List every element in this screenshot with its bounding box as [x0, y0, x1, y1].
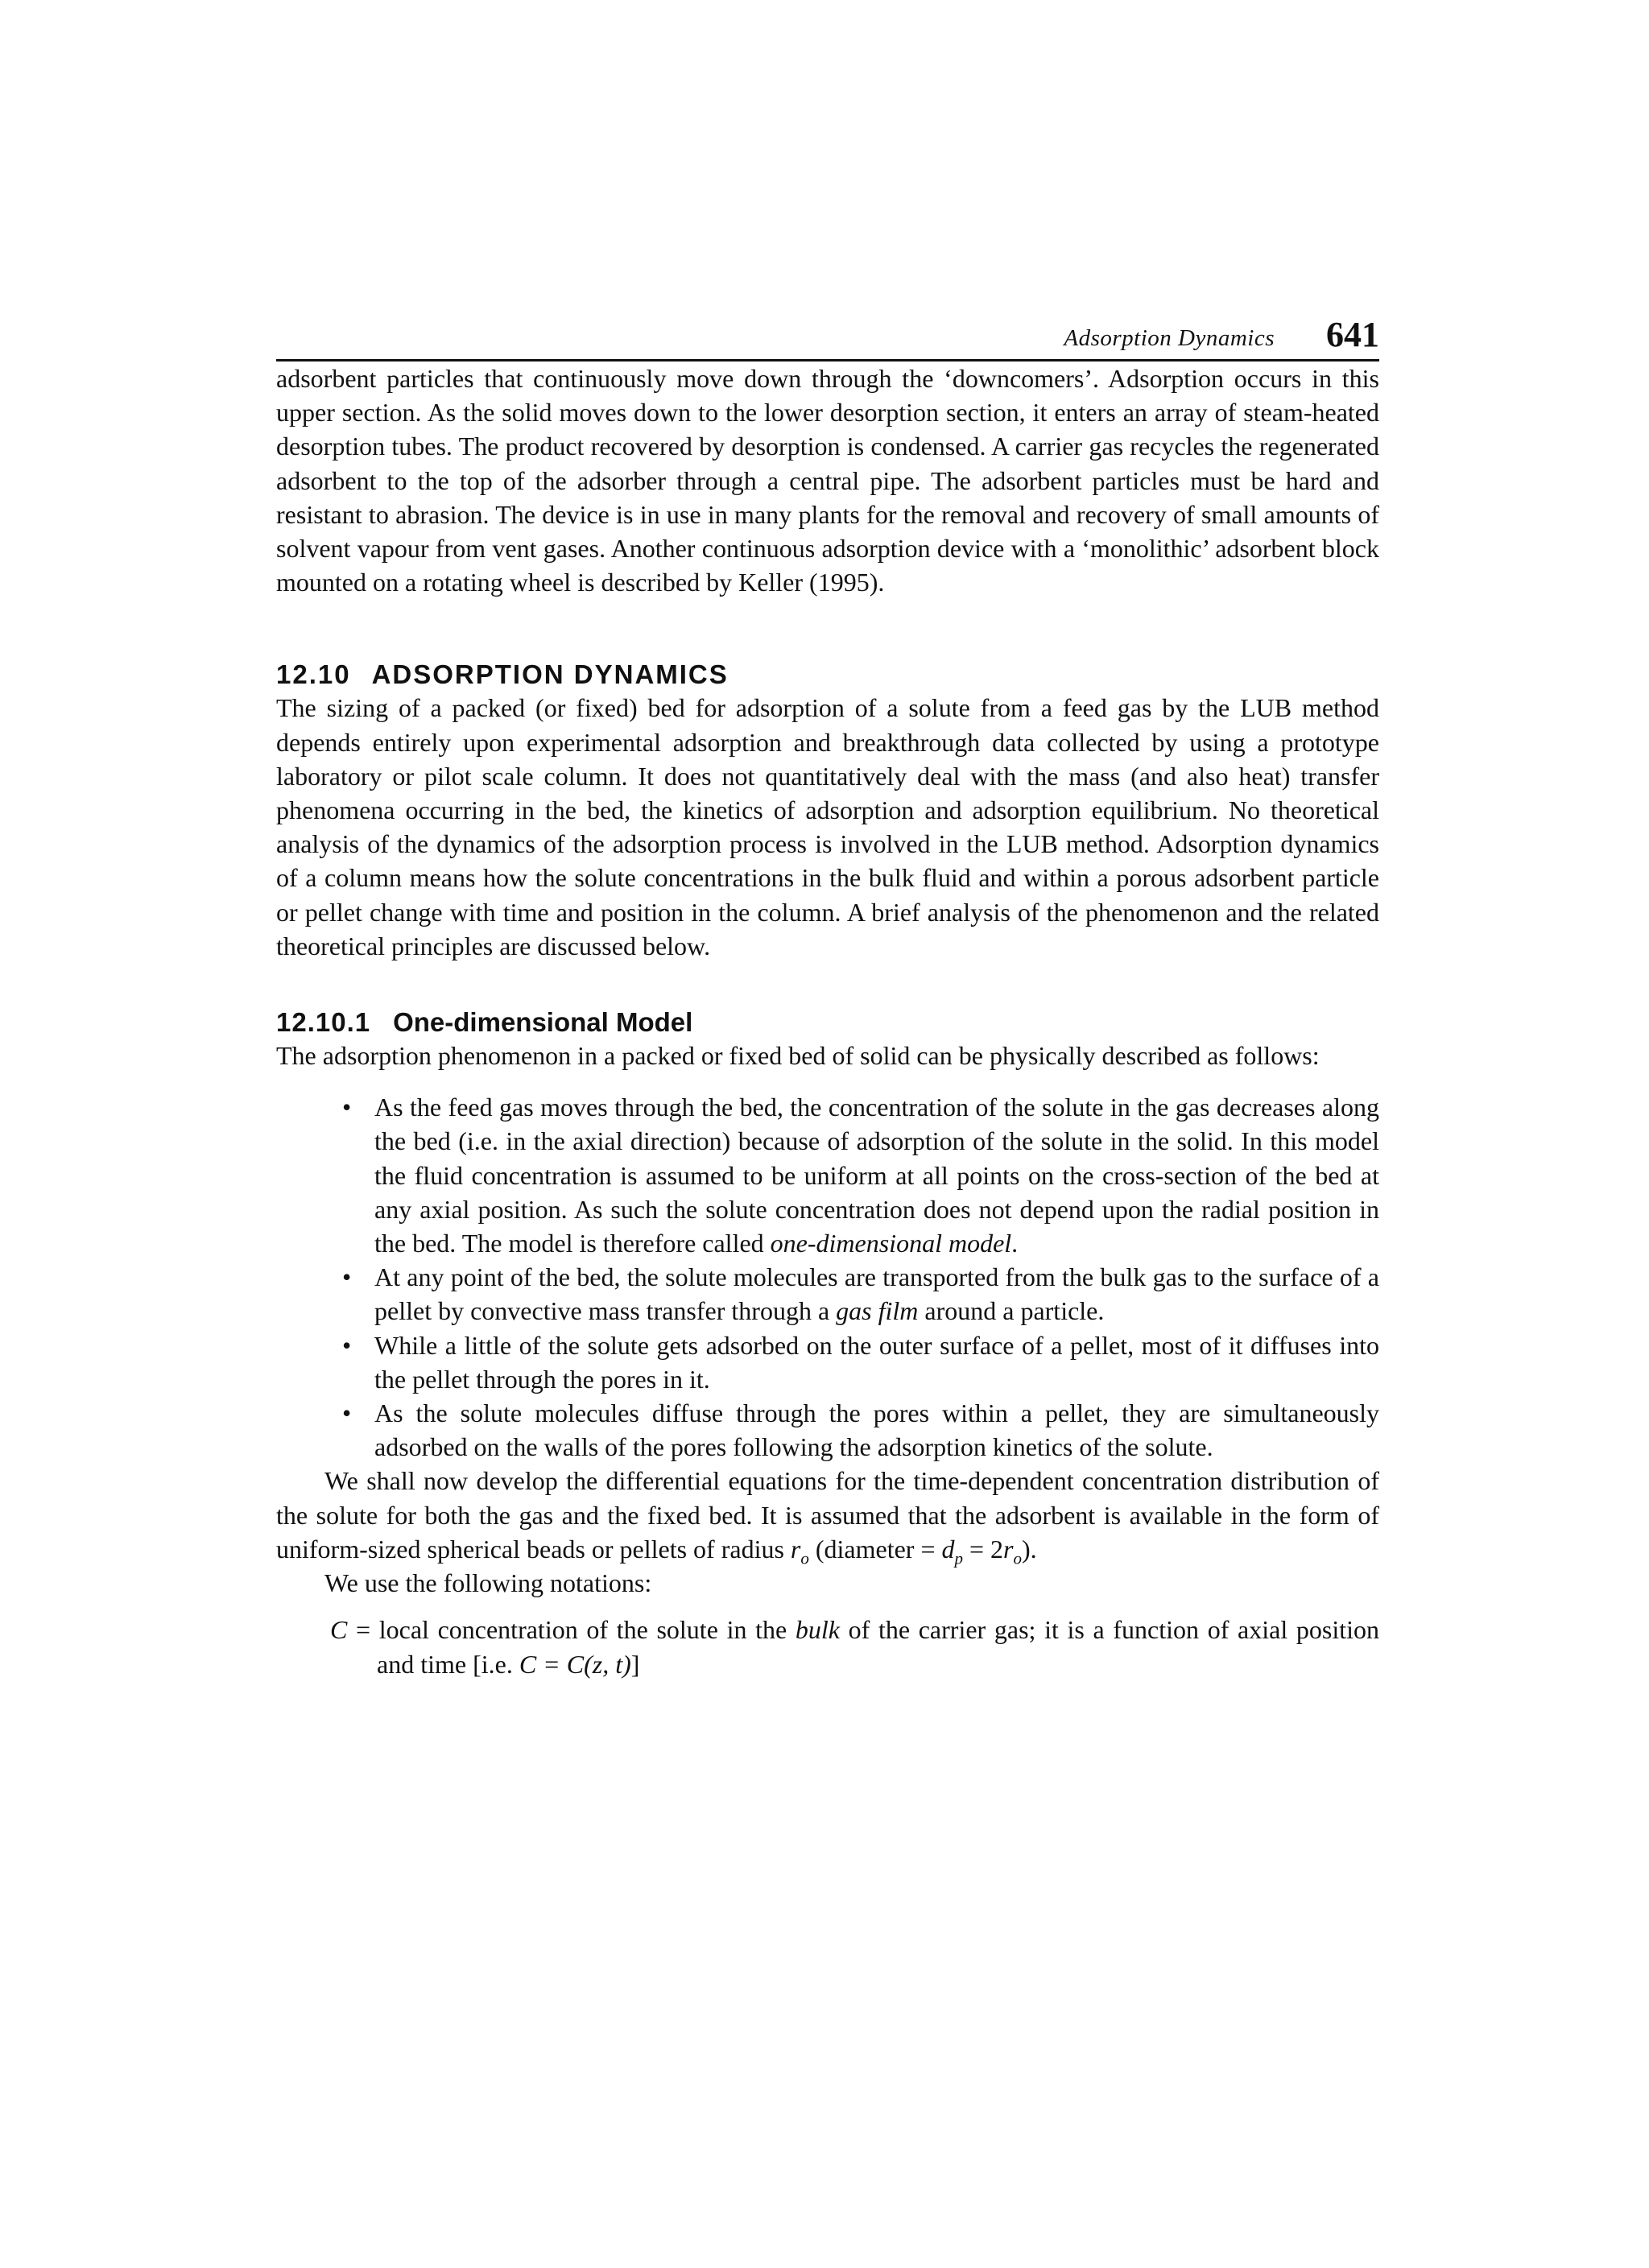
section-title: ADSORPTION DYNAMICS [371, 659, 729, 690]
radius-subscript-2: o [1013, 1548, 1022, 1568]
bullet-icon: • [342, 1093, 352, 1122]
list-item [342, 1260, 1379, 1328]
list-item [342, 1328, 1379, 1396]
definition-symbol: C [330, 1615, 348, 1645]
bullet-text: At any point of the bed, the solute molecules are transported from the bulk gas to the surface of a pellet by convective mass transfer through a [374, 1262, 1379, 1326]
bullet-icon: • [342, 1398, 352, 1428]
bullet-icon: • [342, 1262, 352, 1292]
equals-two: = 2 [963, 1534, 1004, 1564]
subsection-lead: The adsorption phenomenon in a packed or fixed bed of solid can be physically described as follows: [276, 1041, 1320, 1071]
bullet-icon: • [342, 1330, 352, 1360]
diameter-open: (diameter = [808, 1534, 942, 1564]
running-head-title: Adsorption Dynamics [1064, 325, 1275, 351]
list-item [342, 1090, 1379, 1260]
bullet-tail: . [1011, 1229, 1019, 1258]
subsection-number: 12.10.1 [276, 1007, 371, 1038]
bullet-text: While a little of the solute gets adsorbed on the outer surface of a pellet, most of it diffuses into the pellet through the pores in it. [374, 1330, 1379, 1394]
section-number: 12.10 [276, 659, 351, 690]
notation-definition [276, 1613, 1379, 1680]
development-paragraph [276, 1464, 1379, 1566]
definition-emphasis: bulk [795, 1615, 840, 1645]
definition-close: ] [630, 1649, 640, 1679]
subsection-title: One-dimensional Model [393, 1007, 693, 1038]
radius-symbol: r [790, 1534, 801, 1564]
definition-part2: of the carrier gas; it is a function of axial position and time [i.e. [377, 1615, 1380, 1679]
book-page [276, 316, 1379, 1707]
bullet-emphasis: one-dimensional model [770, 1229, 1012, 1258]
definition-part1: = local concentration of the solute in the [347, 1615, 796, 1645]
definition-formula: C = C(z, t) [519, 1649, 631, 1679]
radius-subscript: o [800, 1548, 809, 1568]
intro-paragraph: adsorbent particles that continuously move down through the ‘downcomers’. Adsorption occurs in this upper section. As the solid moves down to the lower desorption section, it enters an array of steam-heated desorption tubes. The product recovered by desorption is condensed. A carrier gas recycles the regenerated adsorbent to the top of the adsorber through a central pipe. The adsorbent particles must be hard and resistant to abrasion. The device is in use in many plants for the removal and recovery of small amounts of solvent vapour from vent gases. Another continuous adsorption device with a ‘monolithic’ adsorbent block mounted on a rotating wheel is described by Keller (1995). [276, 364, 1379, 597]
bullet-text: As the solute molecules diffuse through the pores within a pellet, they are simultaneously adsorbed on the walls of the pores following the adsorption kinetics of the solute. [374, 1398, 1379, 1462]
development-text: We shall now develop the differential equations for the time-dependent concentration distribution of the solute for both the gas and the fixed bed. It is assumed that the adsorbent is available in the form of uniform-sized spherical beads or pellets of radius [276, 1466, 1379, 1564]
section-heading [276, 659, 1379, 691]
radius-symbol-2: r [1003, 1534, 1014, 1564]
bullet-emphasis: gas film [836, 1296, 919, 1326]
section-paragraph: The sizing of a packed (or fixed) bed for adsorption of a solute from a feed gas by the LUB method depends entirely upon experimental adsorption and breakthrough data collected by using a prototype laboratory or pilot scale column. It does not quantitatively deal with the mass (and also heat) transfer phenomena occurring in the bed, the kinetics of adsorption and adsorption equilibrium. No theoretical analysis of the dynamics of the adsorption process is involved in the LUB method. Adsorption dynamics of a column means how the solute concentrations in the bulk fluid and within a porous adsorbent particle or pellet change with time and position in the column. A brief analysis of the phenomenon and the related theoretical principles are discussed below. [276, 693, 1379, 960]
diameter-symbol: d [941, 1534, 955, 1564]
bullet-tail: around a particle. [918, 1296, 1105, 1326]
page-number: 641 [1326, 315, 1379, 354]
bullet-text: As the feed gas moves through the bed, the concentration of the solute in the gas decreases along the bed (i.e. in the axial direction) because of adsorption of the solute in the solid. In this model the fluid concentration is assumed to be uniform at all points on the cross-section of the bed at any axial position. As such the solute concentration does not depend upon the radial position in the bed. The model is therefore called [374, 1093, 1379, 1258]
subsection-heading [276, 1006, 1379, 1039]
list-item [342, 1396, 1379, 1464]
development-close: ). [1022, 1534, 1037, 1564]
running-head [276, 316, 1379, 361]
bullet-list [276, 1090, 1379, 1464]
diameter-subscript: p [954, 1548, 963, 1568]
notation-intro: We use the following notations: [324, 1568, 652, 1598]
